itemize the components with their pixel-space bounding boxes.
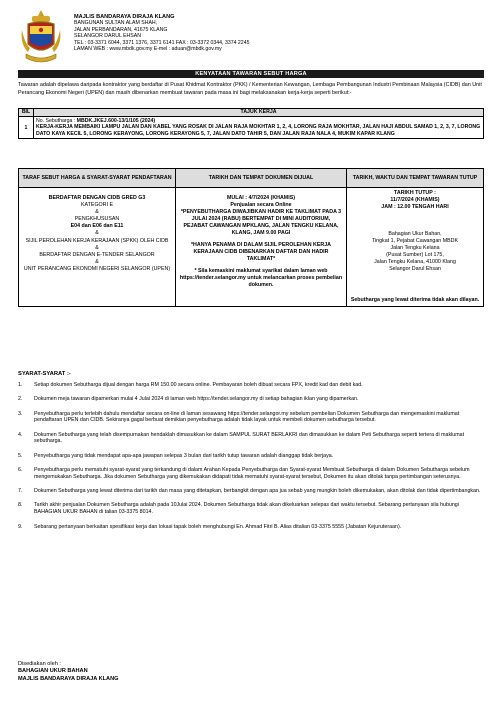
registration-header: TARAF SEBUT HARGA & SYARAT-SYARAT PENDAFTARAN	[19, 169, 176, 188]
title-header: TAJUK KERJA	[34, 109, 484, 117]
closing-cell	[347, 188, 484, 307]
condition-text: Dokumen Sebutharga yang telah disempurnakan hendaklah dimasukkan ke dalam SAMPUL SURAT BERLAKRI dan dimasukkan ke dalam Peti Sebutharga seperti tertera di maklumat sebutharga.	[34, 431, 465, 445]
bil-cell: 1	[19, 117, 34, 139]
specialisation-codes: E04 dan E06 dan E11	[70, 223, 124, 230]
condition-text: Tarikh akhir penjualan Dokumen Sebutharga adalah pada 10Julai 2024. Dokumen Sebutharga tidak akan dikeluarkan selepas dari waktu tersebut. Sebarang pertanyaan sila hubungi BAHAGIAN UKUR BAHAN di talian 03-3375 8014.	[34, 502, 459, 516]
detail-table	[18, 168, 484, 307]
list-item: 5. Penyebutharga yang tidak mendapat apa-apa jawapan selepas 3 bulan dari tarikh tutup tawaran adalah dianggap tidak berjaya.	[18, 452, 334, 459]
specialisation-label: PENGKHUSUSAN	[74, 216, 120, 223]
late-submission-note: Sebutharga yang lewat diterima tidak akan dilayan.	[350, 297, 480, 303]
sale-header: TARIKH DAN TEMPAT DOKUMEN DIJUAL	[176, 169, 347, 188]
table-row	[19, 188, 484, 307]
list-item: 8. Tarikh akhir penjualan Dokumen Sebutharga adalah pada 10Julai 2024. Dokumen Sebutharga tidak akan dikeluarkan selepas dari waktu tersebut. Sebarang pertanyaan sila hubungi BAHAGIAN UKUR BAHAN di talian 03-3375 8014.	[18, 502, 459, 516]
condition-text: Penyebutharga perlu mematuhi syarat-syarat yang terkandung di dalam Arahan Kepada Penyebutharga dan Syarat-syarat Membuat Sebutharga di dalam Dokumen Sebutharga sebelum mengemukakan Sebutharga. Jika dokumen Sebutharga yang dikemukakan didapati tidak mematuhi syarat-syarat tersebut, Dokumen itu akan ditolak tanpa pertimbangan seterusnya.	[34, 467, 470, 480]
council-name-footer: MAJLIS BANDARAYA DIRAJA KLANG	[18, 675, 119, 682]
condition-text: Dokumen meja tawaran dipamerkan mulai 4 Julai 2024 di laman web https://tender.selangor.my di setiap bahagian iklan yang dipamerkan.	[34, 396, 359, 403]
list-item: 2. Dokumen meja tawaran dipamerkan mulai 4 Julai 2024 di laman web https://tender.selangor.my di setiap bahagian iklan yang dipamerkan.	[18, 396, 359, 403]
list-item: 7. Dokumen Sebutharga yang lewat diterima dari tarikh dan masa yang ditetapkan, berbangkit dengan apa jua sebab yang mungkin boleh dikemukakan, akan ditolak dan tidak dipertimbangkan.	[18, 488, 481, 495]
sale-cell	[176, 188, 347, 307]
address-line: SELANGOR DARUL EHSAN	[74, 33, 141, 40]
closing-address-line: Jalan Tengku Kelana, 41000 Klang	[374, 259, 456, 265]
closing-address-line: Selangor Darul Ehsan	[389, 266, 441, 272]
sale-start-date: MULAI : 4/7/2024 (KHAMIS)	[227, 195, 295, 201]
list-item: 3. Penyebutharga perlu terlebih dahulu mendaftar secara on-line di laman sesawang https://tender.selangor.my sebelum pembelian Dokumen Sebutharga dan mengemaskini maklumat pendaftaran UPEN dan CIDB. Sekiranya gagal berbuat demikian penyebutharga adalah tidak layak untuk membeli dokumen sebutharga tersebut.	[18, 410, 460, 424]
contact-phone-fax: TEL : 03-3371 6044, 3371 1376, 3371 6141 FAX : 03-3372 0344, 3374 2245	[74, 39, 250, 46]
conditions-title: SYARAT-SYARAT :-	[18, 371, 71, 377]
reference-number: MBDK.JKEJ.600-13/1/105 (2024)	[76, 118, 156, 124]
conditions-list	[18, 382, 486, 538]
closing-label: TARIKH TUTUP :	[394, 190, 436, 196]
cidb-grade: BERDAFTAR DENGAN CIDB GRED G3	[48, 195, 146, 201]
spkk-requirement: SIJIL PEROLEHAN KERJA KERAJAAN (SPKK) OLEH CIDB	[25, 237, 169, 244]
bil-header: BIL	[19, 109, 34, 117]
condition-text: Dokumen Sebutharga yang lewat diterima dari tarikh dan masa yang ditetapkan, berbangkit dengan apa jua sebab yang mungkin boleh dikemukakan, akan ditolak dan tidak dipertimbangkan.	[34, 488, 481, 495]
closing-time: JAM : 12.00 TENGAH HARI	[381, 204, 449, 210]
reference-label: No. Sebutharga :	[36, 118, 77, 124]
ampersand: &	[95, 244, 99, 251]
ampersand: &	[95, 258, 99, 265]
council-name: MAJLIS BANDARAYA DIRAJA KLANG	[74, 14, 175, 20]
category: KATEGORI E	[81, 202, 113, 209]
work-title-table	[18, 108, 484, 139]
list-item: 4. Dokumen Sebutharga yang telah disempurnakan hendaklah dimasukkan ke dalam SAMPUL SURAT BERLAKRI dan dimasukkan ke dalam Peti Sebutharga seperti tertera di maklumat sebutharga.	[18, 431, 465, 445]
prepared-by-label: Disediakan oleh :	[18, 661, 61, 667]
address-line: BANGUNAN SULTAN ALAM SHAH,	[74, 20, 158, 27]
condition-text: Sebarang pertanyaan berkaitan spesifikasi kerja dan lokasi tapak boleh menghubungi En. Ahmad Fitri B. Alias ditalian 03-3375 5555 (Jabatan Kejuruteraan).	[34, 523, 402, 530]
closing-date: 11/7/2024 (KHAMIS)	[390, 197, 440, 203]
condition-text: Penyebutharga perlu terlebih dahulu mendaftar secara on-line di laman sesawang https://tender.selangor.my sebelum pembelian Dokumen Sebutharga dan mengemaskini maklumat pendaftaran UPEN dan CIDB. Sekiranya gagal berbuat demikian penyebutharga adalah tidak layak untuk membeli dokumen sebutharga tersebut.	[34, 410, 460, 424]
intro-paragraph: Tawaran adalah dipelawa daripada kontraktor yang berdaftar di Pusat Khidmat Kontraktor (PKK) / Kementerian Kewangan, Lembaga Pembangunan Industri Pembinaan Malaysia (CIDB) dan Unit Perancang Ekonomi Negeri (UPEN) dan masih dibenarkan membuat tawaran pada masa ini bagi melaksanakan kerja-kerja seperti berikut:-	[18, 82, 482, 96]
contact-web-email: LAMAN WEB : www.mbdk.gov.my E-mel : aduan@mbdk.gov.my	[74, 46, 222, 53]
sale-mode: Penjualan secara Online	[230, 202, 292, 208]
ampersand: &	[95, 209, 99, 216]
department-name: BAHAGIAN UKUR BAHAN	[18, 668, 88, 675]
closing-header: TARIKH, WAKTU DAN TEMPAT TAWARAN TUTUP	[347, 169, 484, 188]
list-item: 9. Sebarang pertanyaan berkaitan spesifikasi kerja dan lokasi tapak boleh menghubungi En. Ahmad Fitri B. Alias ditalian 03-3375 5555 (Jabatan Kejuruteraan).	[18, 523, 402, 530]
upen-requirement: UNIT PERANCANG EKONOMI NEGERI SELANGOR (UPEN)	[23, 265, 171, 272]
signature-block	[18, 661, 119, 683]
condition-text: Penyebutharga yang tidak mendapat apa-apa jawapan selepas 3 bulan dari tarikh tutup tawaran adalah dianggap tidak berjaya.	[34, 452, 334, 459]
ampersand: &	[95, 230, 99, 237]
address-line: JALAN PERBANDARAN, 41675 KLANG	[74, 26, 168, 33]
closing-address-line: Tingkat 1, Pejabat Cawangan MBDK	[371, 238, 459, 244]
notice-title: KENYATAAN TAWARAN SEBUT HARGA	[18, 70, 484, 78]
council-crest-icon	[20, 8, 62, 66]
letterhead	[18, 8, 488, 70]
etender-requirement: BERDAFTAR DENGAN E-TENDER SELANGOR	[39, 251, 155, 258]
closing-address-line: (Pusat Sumber) Lot 175,	[386, 252, 444, 258]
closing-address-line: Bahagian Ukur Bahan,	[388, 231, 442, 237]
condition-text: Setiap dokumen Sebutharga dijual dengan harga RM 150.00 secara online. Pembayaran boleh dibuat secara FPX, kredit kad dan debit kad.	[34, 382, 363, 388]
briefing-notice: *PENYEBUTHARGA DIWAJIBKAN HADIR KE TAKLIMAT PADA 3 JULAI 2024 (RABU) BERTEMPAT DI MINI AUDITORIUM, PEJABAT CAWANGAN MPKLANG, JALAN TENGKU KELANA, KLANG, JAM 9.00 PAGI	[180, 209, 342, 236]
list-item: 1. Setiap dokumen Sebutharga dijual dengan harga RM 150.00 secara online. Pembayaran boleh dibuat secara FPX, kredit kad dan debit kad.	[18, 382, 363, 388]
closing-address-line: Jalan Tengku Kelana	[390, 245, 440, 251]
work-title: KERJA-KERJA MEMBAIKI LAMPU JALAN DAN KABEL YANG ROSAK DI JALAN RAJA MOKHTAR 1, 2, 4, LORONG RAJA MOKHTAR, JALAN HAJI ABDUL SAMAD 1, 2, 3, 7, LORONG DATO KAYA KECIL 5, LORONG KERAYONG, LORONG KERAYONG 5, 7, JALAN DATO TAHIR 5, DAN JALAN RAJA NALA 4, MUKIM KAPAR KLANG	[36, 124, 481, 137]
registration-cell	[19, 188, 176, 307]
spkk-briefing-note: *HANYA PENAMA DI DALAM SIJIL PEROLEHAN KERJA KERAJAAN CIDB DIBENARKAN DAFTAR DAN HADIR TAKLIMAT*	[191, 242, 331, 262]
table-row	[19, 117, 484, 139]
update-profile-note: * Sila kemaskini maklumat syarikat dalam laman web https://tender.selangor.my untuk melancarkan proses pembelian dokumen.	[179, 268, 343, 288]
list-item: 6. Penyebutharga perlu mematuhi syarat-syarat yang terkandung di dalam Arahan Kepada Penyebutharga dan Syarat-syarat Membuat Sebutharga di dalam Dokumen Sebutharga sebelum mengemukakan Sebutharga. Jika dokumen Sebutharga yang dikemukakan didapati tidak mematuhi syarat-syarat tersebut, Dokumen itu akan ditolak tanpa pertimbangan seterusnya.	[18, 467, 470, 480]
council-address-block	[74, 14, 249, 52]
